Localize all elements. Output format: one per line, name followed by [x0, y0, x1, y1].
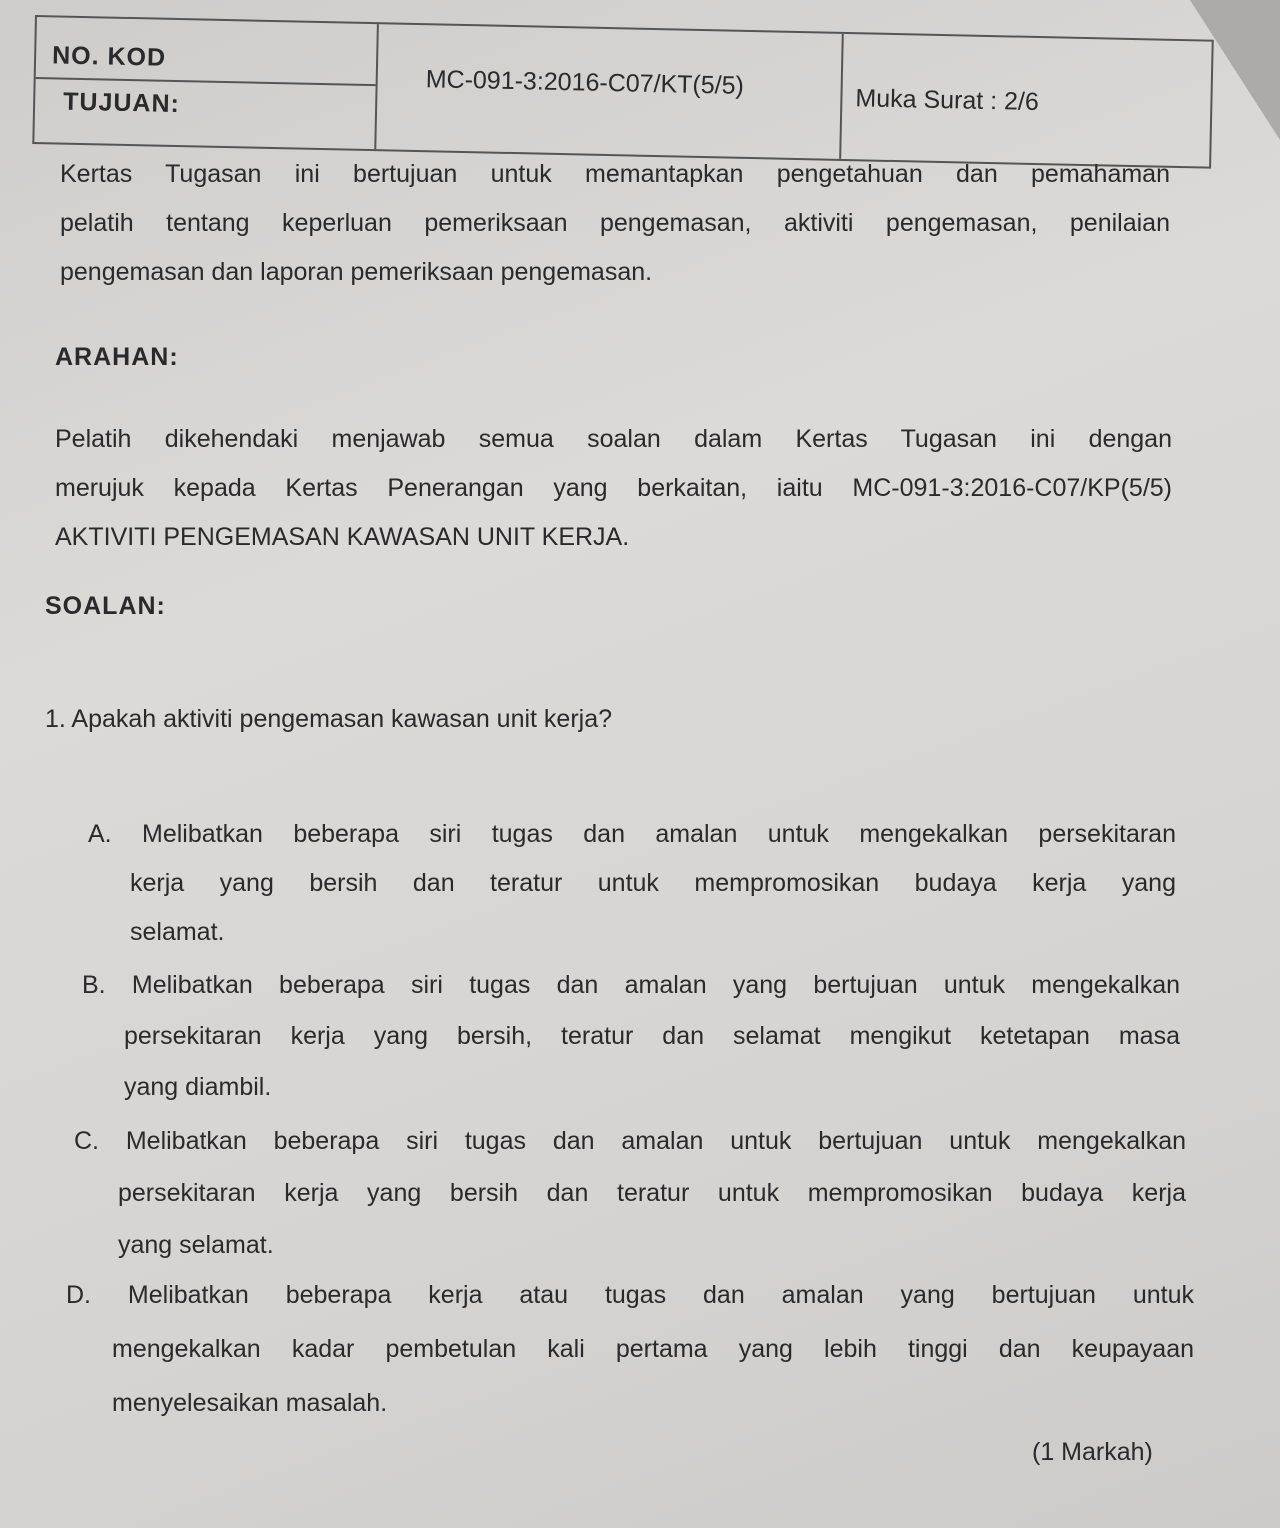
soalan-label: SOALAN: — [45, 592, 166, 620]
arahan-text — [55, 415, 1172, 562]
page-number: Muka Surat : 2/6 — [855, 84, 1040, 117]
cell-divider — [374, 24, 379, 149]
no-kod-label: NO. KOD — [51, 41, 167, 72]
tujuan-label: TUJUAN: — [62, 87, 181, 119]
tujuan-text — [60, 150, 1170, 297]
option-a — [88, 810, 1176, 957]
option-c — [74, 1115, 1186, 1271]
text-line: pelatih tentang keperluan pemeriksaan pengemasan, aktiviti pengemasan, penilaian — [60, 209, 1170, 237]
text-line: A. Melibatkan beberapa siri tugas dan amalan untuk mengekalkan persekitaran — [88, 820, 1176, 848]
text-line: mengekalkan kadar pembetulan kali pertama yang lebih tinggi dan keupayaan — [112, 1335, 1194, 1363]
text-line: pengemasan dan laporan pemeriksaan pengemasan. — [60, 258, 653, 286]
document-code: MC-091-3:2016-C07/KT(5/5) — [425, 65, 745, 100]
question-1: 1. Apakah aktiviti pengemasan kawasan unit kerja? — [45, 705, 613, 733]
text-line: D. Melibatkan beberapa kerja atau tugas dan amalan yang bertujuan untuk — [66, 1281, 1194, 1309]
text-line: merujuk kepada Kertas Penerangan yang berkaitan, iaitu MC-091-3:2016-C07/KP(5/5) — [55, 474, 1172, 502]
option-d — [66, 1268, 1194, 1430]
cell-divider — [839, 34, 844, 159]
text-line: B. Melibatkan beberapa siri tugas dan amalan yang bertujuan untuk mengekalkan — [82, 971, 1180, 999]
text-line: selamat. — [130, 918, 225, 946]
marks-label: (1 Markah) — [1032, 1438, 1153, 1466]
row-divider — [36, 77, 376, 86]
text-line: C. Melibatkan beberapa siri tugas dan amalan untuk bertujuan untuk mengekalkan — [74, 1127, 1186, 1155]
text-line: yang selamat. — [118, 1231, 274, 1259]
arahan-label: ARAHAN: — [55, 343, 179, 371]
text-line: persekitaran kerja yang bersih dan teratur untuk mempromosikan budaya kerja — [118, 1179, 1186, 1207]
option-b — [82, 960, 1180, 1113]
text-line: persekitaran kerja yang bersih, teratur dan selamat mengikut ketetapan masa — [124, 1022, 1180, 1050]
text-line: Pelatih dikehendaki menjawab semua soalan dalam Kertas Tugasan ini dengan — [55, 425, 1172, 453]
text-line: menyelesaikan masalah. — [112, 1389, 388, 1417]
text-line: yang diambil. — [124, 1073, 272, 1101]
text-line: kerja yang bersih dan teratur untuk mempromosikan budaya kerja yang — [130, 869, 1176, 897]
header-table — [32, 15, 1213, 169]
text-line: Kertas Tugasan ini bertujuan untuk memantapkan pengetahuan dan pemahaman — [60, 160, 1170, 188]
text-line: AKTIVITI PENGEMASAN KAWASAN UNIT KERJA. — [55, 523, 630, 551]
